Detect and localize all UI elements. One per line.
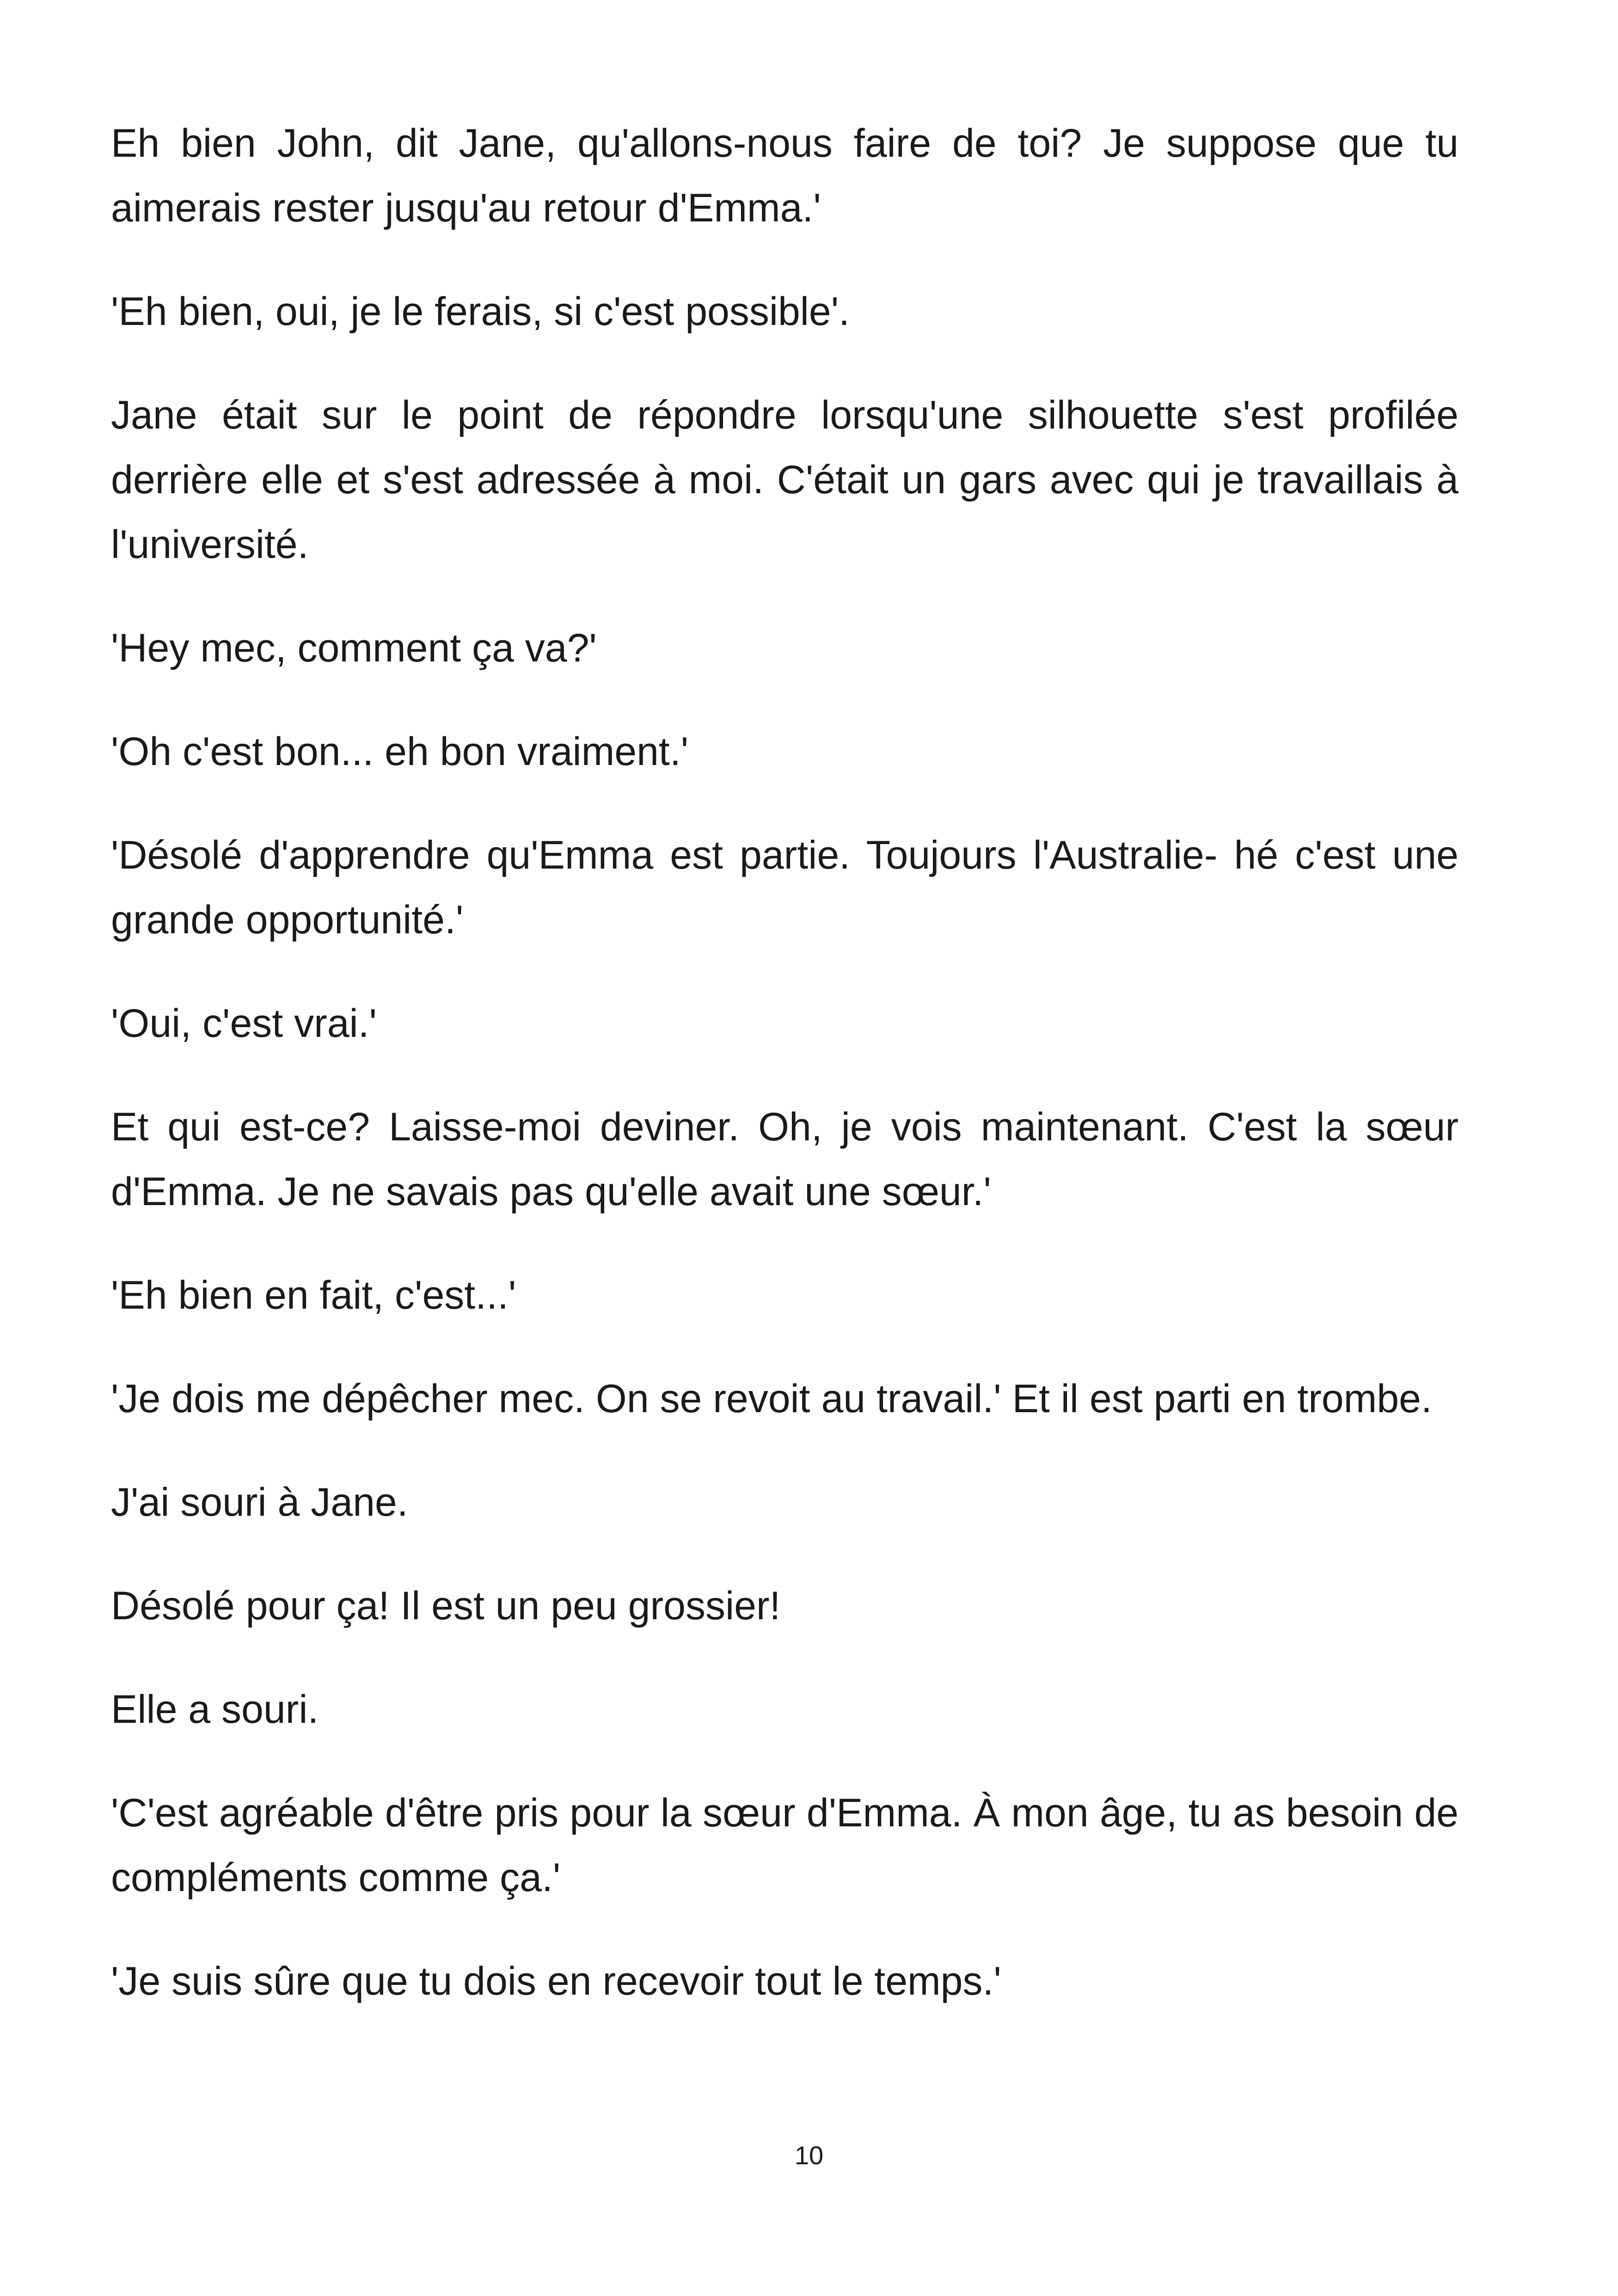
paragraph: 'Eh bien en fait, c'est...' — [111, 1273, 516, 1317]
page-number: 10 — [794, 2141, 824, 2170]
paragraph: 'Désolé d'apprendre qu'Emma est partie. Toujours l'Australie- hé c'est une grande opportunité.' — [111, 833, 1459, 942]
paragraph: 'Je suis sûre que tu dois en recevoir tout le temps.' — [111, 1959, 1001, 2003]
paragraph: Elle a souri. — [111, 1687, 319, 1732]
paragraph: 'Oh c'est bon... eh bon vraiment.' — [111, 729, 689, 774]
paragraph: 'Hey mec, comment ça va?' — [111, 626, 597, 670]
paragraph: 'Oui, c'est vrai.' — [111, 1001, 377, 1046]
paragraph: J'ai souri à Jane. — [111, 1480, 408, 1525]
paragraph: 'Je dois me dépêcher mec. On se revoit au travail.' Et il est parti en trombe. — [111, 1377, 1432, 1421]
paragraph: 'Eh bien, oui, je le ferais, si c'est possible'. — [111, 289, 850, 334]
paragraph: 'C'est agréable d'être pris pour la sœur d'Emma. À mon âge, tu as besoin de compléments comme ça.' — [111, 1791, 1459, 1900]
paragraph: Eh bien John, dit Jane, qu'allons-nous faire de toi? Je suppose que tu aimerais rester jusqu'au retour d'Emma.' — [111, 121, 1459, 230]
page-body — [111, 111, 1459, 2052]
paragraph: Et qui est-ce? Laisse-moi deviner. Oh, je vois maintenant. C'est la sœur d'Emma. Je ne savais pas qu'elle avait une sœur.' — [111, 1105, 1459, 1214]
paragraph: Jane était sur le point de répondre lorsqu'une silhouette s'est profilée derrière elle et s'est adressée à moi. C'était un gars avec qui je travaillais à l'université. — [111, 393, 1459, 567]
paragraph: Désolé pour ça! Il est un peu grossier! — [111, 1584, 781, 1628]
